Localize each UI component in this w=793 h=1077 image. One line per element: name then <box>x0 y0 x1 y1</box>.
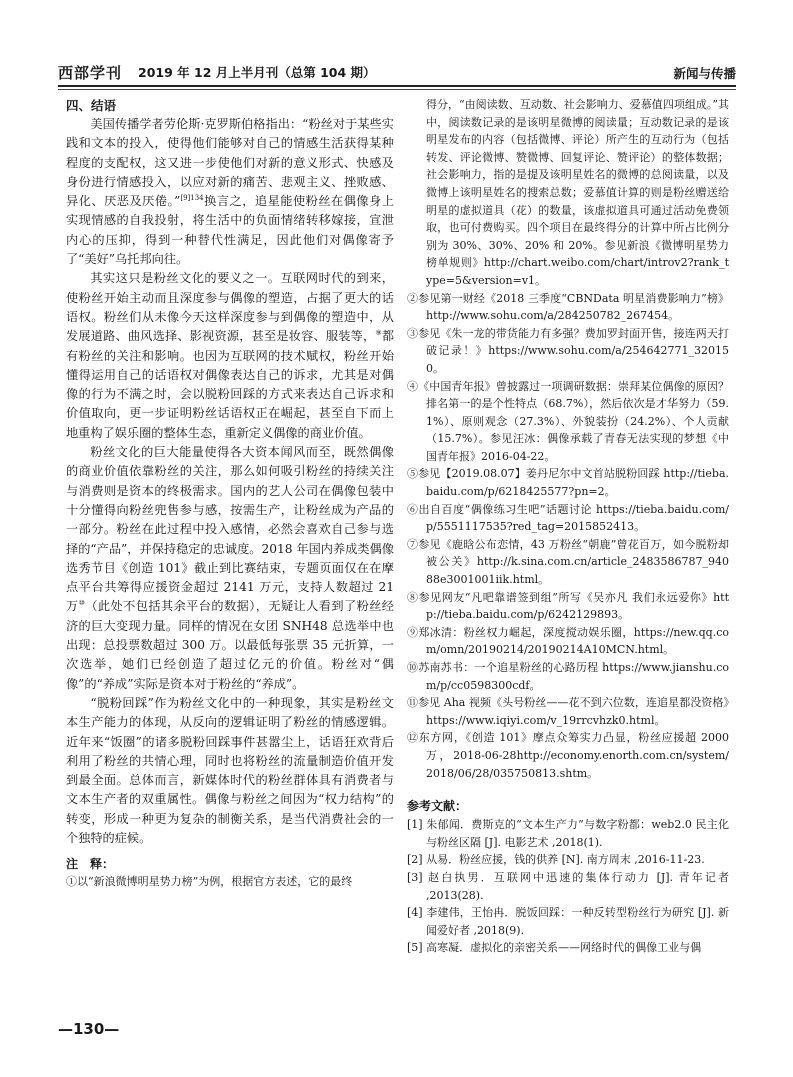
reference-item: [5] 高寒凝．虚拟化的亲密关系——网络时代的偶像工业与偶 <box>407 941 702 955</box>
note-item: ⑦参见《鹿晗公布恋情，43 万粉丝“朝鹿”曾花百万，如今脱粉却被公关》http://k.sina.com.cn/article_2483586787_94088e3001001iik.html。 <box>407 537 729 587</box>
header-rule-thin <box>58 89 736 90</box>
paragraph-1-text-b: 换言之，追星能使粉丝在偶像身上实现情感的自我投射，将生活中的负面情绪转移嫁接，宣泄内心的压抑，得到一种替代性满足，因此他们对偶像寄予了“美好”乌托邦向往。 <box>66 194 395 267</box>
note-item: ⑪参见 Aha 视频《头号粉丝——花不到六位数，连追星都没资格》https://www.iqiyi.com/v_19rrcvhzk0.html。 <box>407 696 729 727</box>
page-number: —130— <box>58 1020 120 1038</box>
reference-item: [4] 李建伟，王怡冉．脱饭回踩：一种反转型粉丝行为研究 [J]. 新闻爱好者 ,2018(9). <box>407 906 729 937</box>
reference-item: [3] 赵白执男．互联网中迅速的集体行动力 [J]. 青年记者 ,2013(28). <box>407 870 729 902</box>
note-item: ②参见第一财经《2018 三季度“CBNData 明星消费影响力”榜》http://www.sohu.com/a/284250782_267454。 <box>407 291 729 323</box>
paragraph-1-text-a: 美国传播学者劳伦斯·克罗斯伯格指出：“粉丝对于某些实践和文本的投入，使得他们能够对自己的情感生活获得某种程度的支配权，这又进一步使他们对新的意义形式、快感及身份进行情感投入，以应对新的痛苦、悲观主义、挫败感、异化、厌恶及厌倦。” <box>66 117 394 209</box>
issue-info: 2019 年 12 月上半月刊（总第 104 期） <box>138 65 376 80</box>
note-item: ⑥出自百度“偶像练习生吧”话题讨论 https://tieba.baidu.com/p/5551117535?red_tag=2015852413。 <box>407 502 729 534</box>
paragraph-3-text-b: （此处不包括其余平台的数据），无疑让人看到了粉丝经济的巨大变现力量。同样的情况在女团 SNH48 总选举中也出现：总投票数超过 300 万。以最低每张票 35 元折算，一次选举，她们已经创造了超过亿元的价值。粉丝对“偶像”的“养成”实际是资本对于粉丝的“养成”。 <box>66 599 394 691</box>
citation-sup: ⑩ <box>78 599 86 608</box>
paragraph-4-text: “脱粉回踩”作为粉丝文化中的一种现象，其实是粉丝文本生产能力的体现，从反向的逻辑证明了粉丝的情感逻辑。近年来“饭圈”的诸多脱粉回踩事件甚嚣尘上，话语狂欢背后利用了粉丝的共情心理，同时也将粉丝的流量制造价值开发到最全面。总体而言，新媒体时代的粉丝群体具有消费者与文本生产者的双重属性。偶像与粉丝之间因为“权力结构”的转变，形成一种更为复杂的制衡关系，是当代消费社会的一个独特的症候。 <box>66 695 394 845</box>
note-item: ③参见《朱一龙的带货能力有多强？费加罗封面开售，接连两天打破记录！》https://www.sohu.com/a/254642771_320150。 <box>407 326 729 375</box>
section-title: 四、结语 <box>66 98 117 113</box>
note-item: ④《中国青年报》曾披露过一项调研数据：崇拜某位偶像的原因？排名第一的是个性特点（68.7%），然后依次是才华努力（59.1%）、原则观念（27.3%）、外貌装扮（24.2%）、个人贡献（15.7%）。参见汪冰：偶像承载了青春无法实现的梦想《中国青年报》2016-04-22。 <box>407 379 729 463</box>
note-item: ⑫东方网，《创造 101》摩点众筹实力凸显，粉丝应援超 2000 万，2018-06-28http://economy.enorth.com.cn/system/2018/06/28/035750813.shtm。 <box>407 731 729 780</box>
header-rule-thick <box>58 85 736 87</box>
right-column <box>407 96 729 957</box>
page-header <box>58 62 736 84</box>
citation-sup: [9]134 <box>180 194 204 203</box>
reference-item: [2] 从易．粉丝应援，钱的供养 [N]. 南方周末 ,2016-11-23. <box>407 853 705 867</box>
paragraph-2 <box>66 269 394 443</box>
notes-heading: 注 释： <box>66 857 115 872</box>
reference-item: [1] 朱郁闻．费斯克的“文本生产力”与数字粉都：web2.0 民主化与粉丝区隔 [J]. 电影艺术 ,2018(1). <box>407 818 729 849</box>
paragraph-3 <box>66 443 394 694</box>
journal-logo: 西部学刊 <box>58 64 123 82</box>
note-item: ⑨郑冰清：粉丝权力崛起，深度搅动娱乐圈，https://new.qq.com/omn/20190214/20190214A10MCN.html。 <box>407 625 729 657</box>
paragraph-2-text-a: 其实这只是粉丝文化的要义之一。互联网时代的到来，使粉丝开始主动而且深度参与偶像的塑造，占据了更大的话语权。粉丝们从未像今天这样深度参与到偶像的塑造中，从发展道路、曲风选择、影视资源，甚至是妆容、服装等， <box>66 271 394 344</box>
note-1-continued: 得分，“由阅读数、互动数、社会影响力、爱慕值四项组成。”其中，阅读数记录的是该明星微博的阅读量；互动数记录的是该明星发布的内容（包括微博、评论）所产生的互动行为（包括转发、评论微博、赞微博、回复评论、赞评论）的整体数据；社会影响力，指的是提及该明星姓名的微博的总阅读量，以及微博上该明星姓名的搜索总数；爱慕值计算的则是粉丝赠送给明星的虚拟道具（花）的数量，该虚拟道具可通过活动免费领取，也可付费购买。四个项目在最终得分的计算中所占比例分别为 30%、30%、20% 和 20%。参见新浪《微博明星势力榜单规则》http://chart.weibo.com/chart/introv2?rank_type=5&version=v1。 <box>426 98 729 287</box>
note-1-start: ①以“新浪微博明星势力榜”为例，根据官方表述，它的最终 <box>66 875 353 889</box>
paragraph-4 <box>66 694 394 848</box>
references-heading: 参考文献： <box>407 799 468 814</box>
citation-sup: ⑨ <box>375 329 382 338</box>
left-column <box>66 96 394 891</box>
note-item: ⑩苏南苏书：一个追星粉丝的心路历程 https://www.jianshu.com/p/cc0598300cdf。 <box>407 661 729 692</box>
section-name: 新闻与传播 <box>673 66 736 81</box>
paragraph-2-text-b: 都有粉丝的关注和影响。也因为互联网的技术赋权，粉丝开始懂得运用自己的话语权对偶像表达自己的诉求，尤其是对偶像的行为不满之时，会以脱粉回踩的方式来表达自己诉求和价值取向，更一步证明粉丝话语权正在崛起，甚至自下而上地重构了娱乐圈的整体生态，重新定义偶像的商业价值。 <box>66 329 395 440</box>
paragraph-3-text-a: 粉丝文化的巨大能量使得各大资本闻风而至，既然偶像的商业价值依靠粉丝的关注，那么如何吸引粉丝的持续关注与消费则是资本的终极需求。国内的艺人公司在偶像包装中十分懂得向粉丝兜售参与感，按需生产，让粉丝成为产品的一部分。粉丝在此过程中投入感情，必然会喜欢自己参与选择的“产品”，并保持稳定的忠诚度。2018 年国内养成类偶像选秀节目《创造 101》截止到比赛结束，专题页面仅在在摩点平台共筹得应援资金超过 2141 万元，支持人数超过 21 万 <box>66 445 394 614</box>
paragraph-1 <box>66 115 394 269</box>
note-item: ⑧参见网友“凡吧靠谱签到组”所写《吴亦凡 我们永远爱你》http://tieba.baidu.com/p/6242129893。 <box>407 590 729 622</box>
note-item: ⑤参见【2019.08.07】姜丹尼尔中文首站脱粉回踩 http://tieba.baidu.com/p/6218425577?pn=2。 <box>407 467 729 499</box>
